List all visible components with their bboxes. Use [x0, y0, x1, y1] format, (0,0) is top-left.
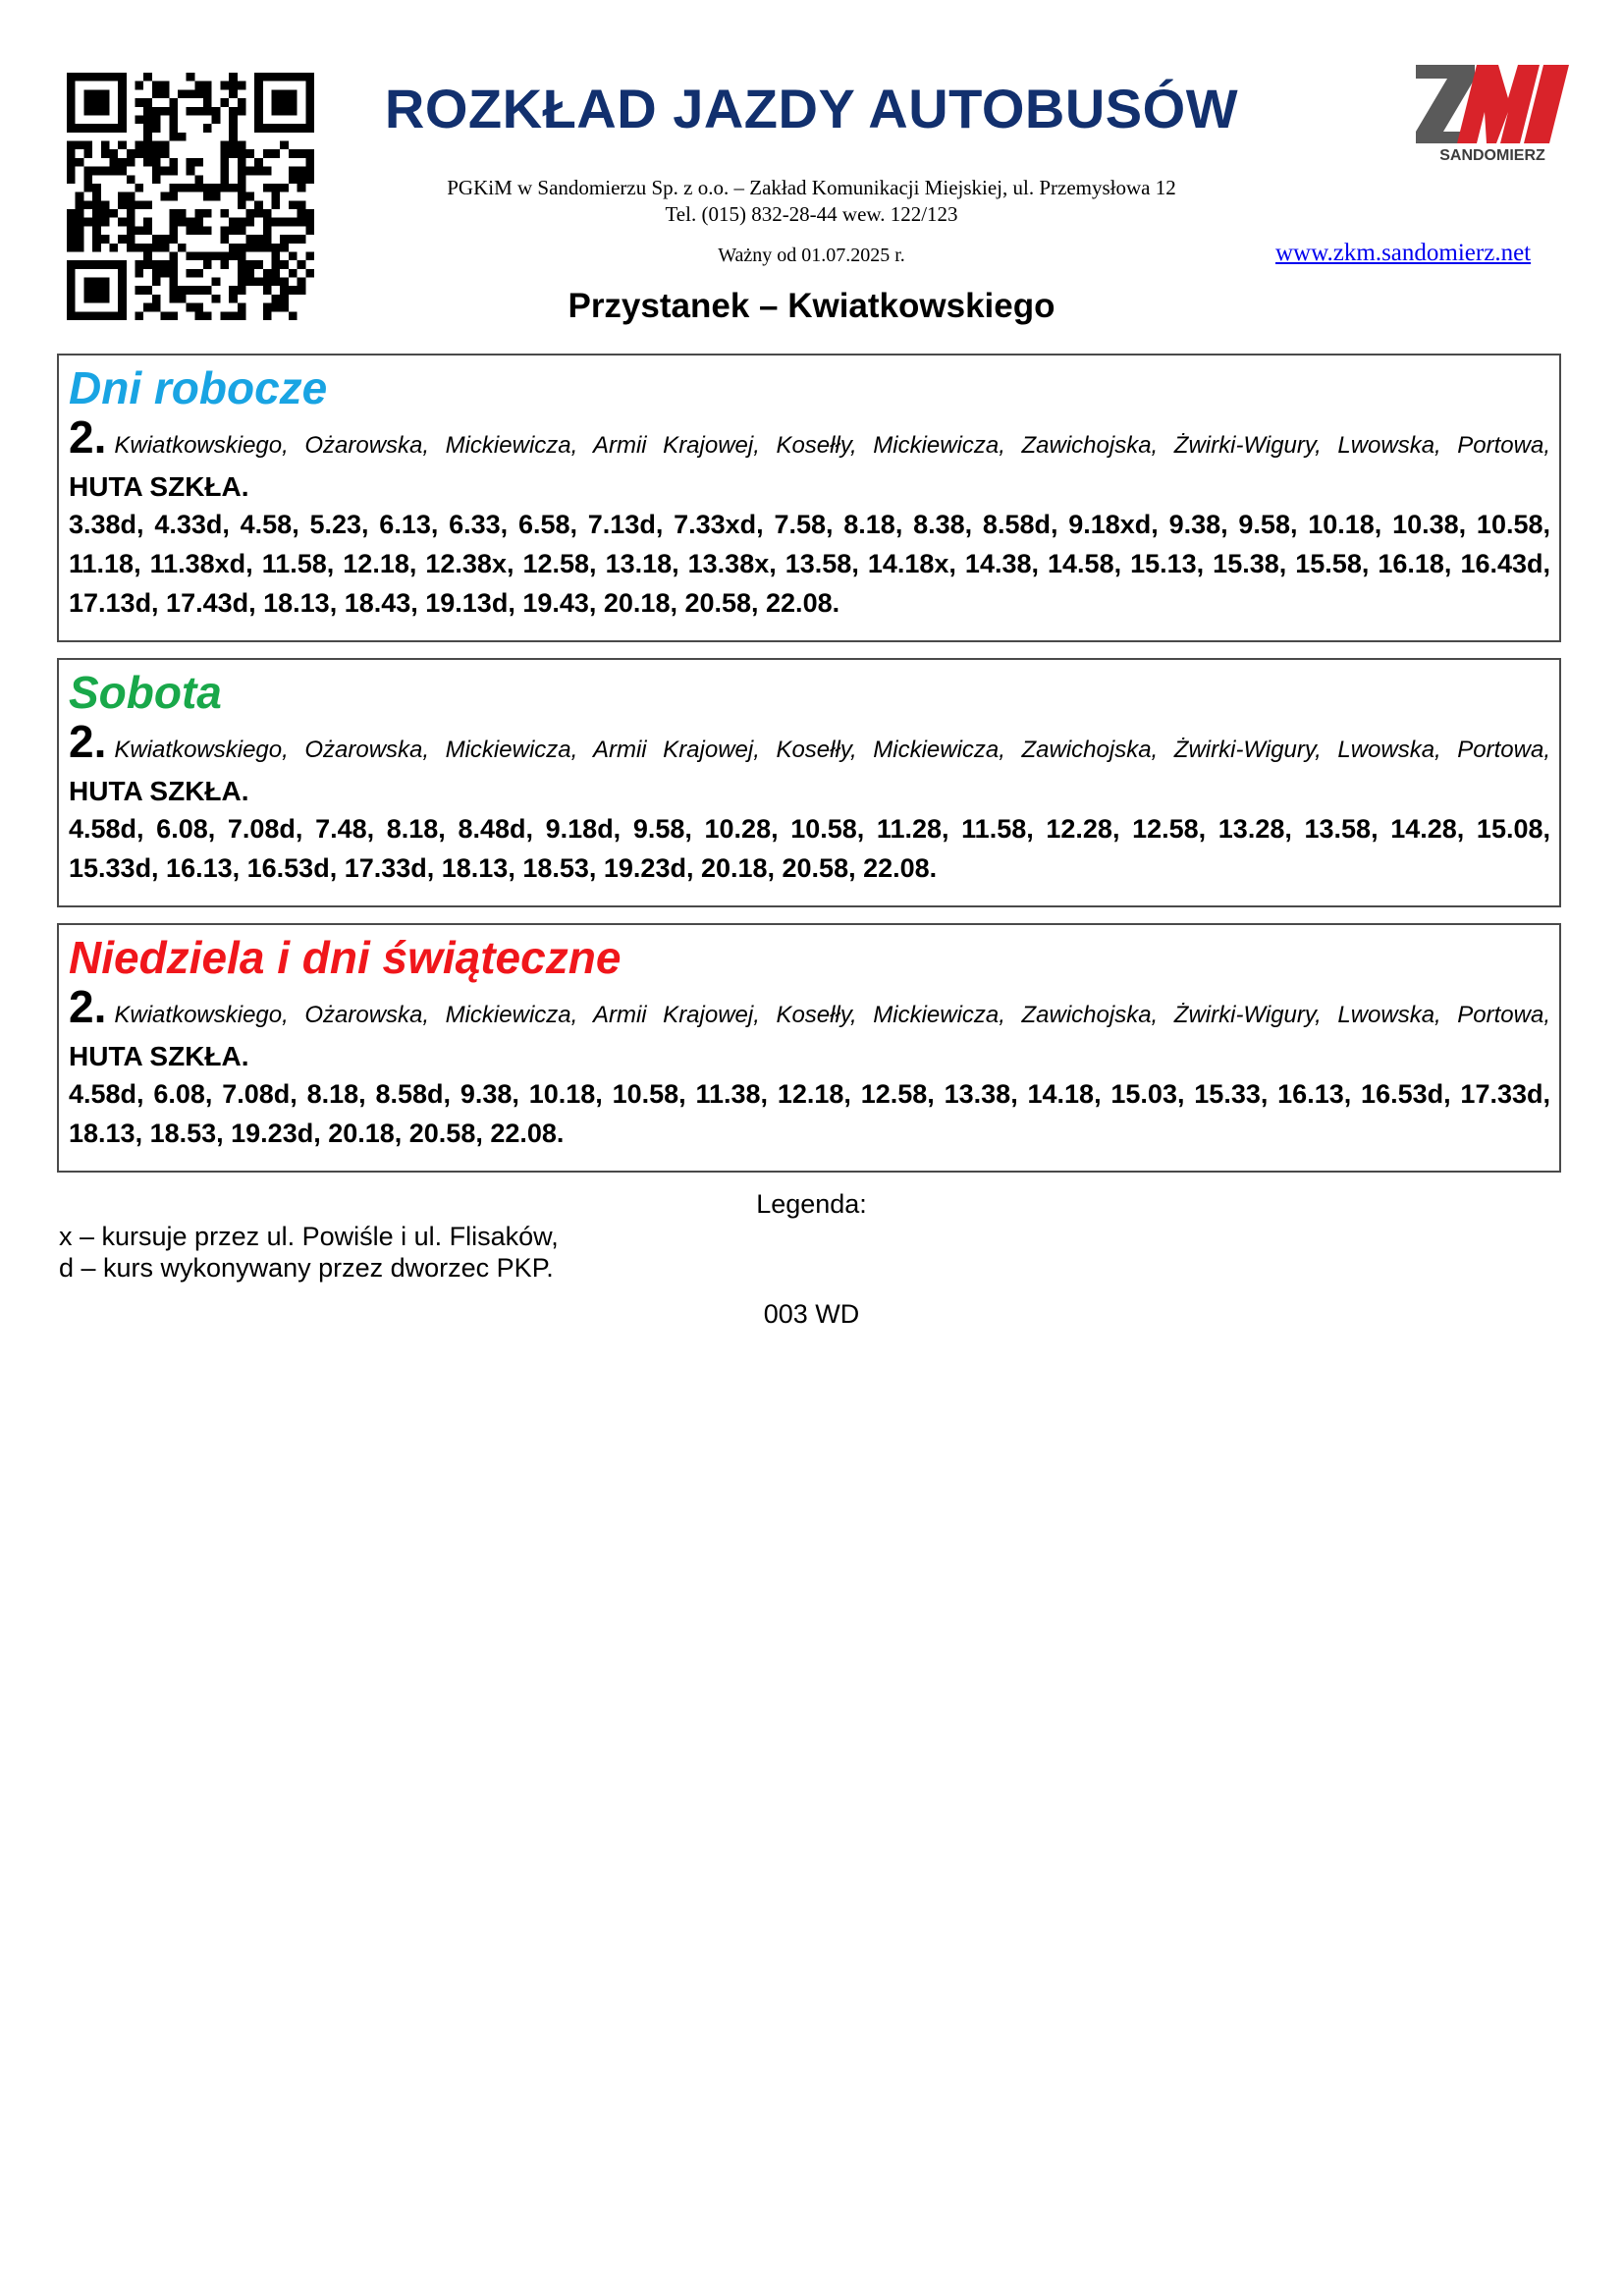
legend-d: d – kurs wykonywany przez dworzec PKP.	[59, 1253, 554, 1283]
legend-title: Legenda:	[756, 1189, 867, 1219]
page-title: ROZKŁAD JAZDY AUTOBUSÓW	[384, 78, 1239, 139]
route-streets: Kwiatkowskiego, Ożarowska, Mickiewicza, Armii Krajowej, Kosełły, Mickiewicza, Zawichojska, Żwirki-Wigury, Lwowska, Portowa,	[114, 432, 1550, 459]
route-streets: Kwiatkowskiego, Ożarowska, Mickiewicza, Armii Krajowej, Kosełły, Mickiewicza, Zawichojska, Żwirki-Wigury, Lwowska, Portowa,	[114, 1002, 1550, 1028]
route-line	[69, 411, 1550, 469]
website-link[interactable]: www.zkm.sandomierz.net	[1275, 240, 1532, 266]
line-number: 2.	[69, 411, 107, 463]
legend-x: x – kursuje przez ul. Powiśle i ul. Flisaków,	[59, 1222, 559, 1251]
route-destination: HUTA SZKŁA.	[69, 1041, 249, 1071]
logo-text: SANDOMIERZ	[1439, 147, 1545, 163]
company-info	[0, 175, 1623, 228]
day-heading: Niedziela i dni świąteczne	[69, 932, 622, 983]
departure-times: 3.38d, 4.33d, 4.58, 5.23, 6.13, 6.33, 6.58, 7.13d, 7.33xd, 7.58, 8.18, 8.38, 8.58d, 9.18xd, 9.38, 9.58, 10.18, 10.38, 10.58, 11.18, 11.38xd, 11.58, 12.18, 12.38x, 12.58, 13.18, 13.38x, 13.58, 14.18x, 14.38, 14.58, 15.13, 15.38, 15.58, 16.18, 16.43d, 17.13d, 17.43d, 18.13, 18.43, 19.13d, 19.43, 20.18, 20.58, 22.08.	[69, 510, 1550, 618]
departure-times: 4.58d, 6.08, 7.08d, 8.18, 8.58d, 9.38, 10.18, 10.58, 11.38, 12.18, 12.58, 13.38, 14.18, 15.03, 15.33, 16.13, 16.53d, 17.33d, 18.13, 18.53, 19.23d, 20.18, 20.58, 22.08.	[69, 1079, 1550, 1148]
day-heading: Dni robocze	[69, 362, 328, 413]
departure-times: 4.58d, 6.08, 7.08d, 7.48, 8.18, 8.48d, 9.18d, 9.58, 10.28, 10.58, 11.28, 11.58, 12.28, 12.58, 13.28, 13.58, 14.28, 15.08, 15.33d, 16.13, 16.53d, 17.33d, 18.13, 18.53, 19.23d, 20.18, 20.58, 22.08.	[69, 814, 1550, 883]
schedule-sunday-holidays	[57, 923, 1561, 1173]
route-destination: HUTA SZKŁA.	[69, 471, 249, 502]
schedule-saturday	[57, 658, 1561, 907]
route-destination: HUTA SZKŁA.	[69, 776, 249, 806]
day-heading: Sobota	[69, 667, 222, 718]
route-line	[69, 981, 1550, 1039]
footer-code: 003 WD	[763, 1299, 860, 1329]
schedule-workdays	[57, 354, 1561, 642]
stop-name: Przystanek – Kwiatkowskiego	[568, 287, 1055, 325]
line-number: 2.	[69, 981, 107, 1032]
company-phone: Tel. (015) 832-28-44 wew. 122/123	[665, 202, 958, 226]
line-number: 2.	[69, 716, 107, 767]
company-address: PGKiM w Sandomierzu Sp. z o.o. – Zakład Komunikacji Miejskiej, ul. Przemysłowa 12	[447, 176, 1176, 199]
route-streets: Kwiatkowskiego, Ożarowska, Mickiewicza, Armii Krajowej, Kosełły, Mickiewicza, Zawichojska, Żwirki-Wigury, Lwowska, Portowa,	[114, 737, 1550, 763]
valid-from: Ważny od 01.07.2025 r.	[718, 245, 905, 266]
route-line	[69, 716, 1550, 774]
